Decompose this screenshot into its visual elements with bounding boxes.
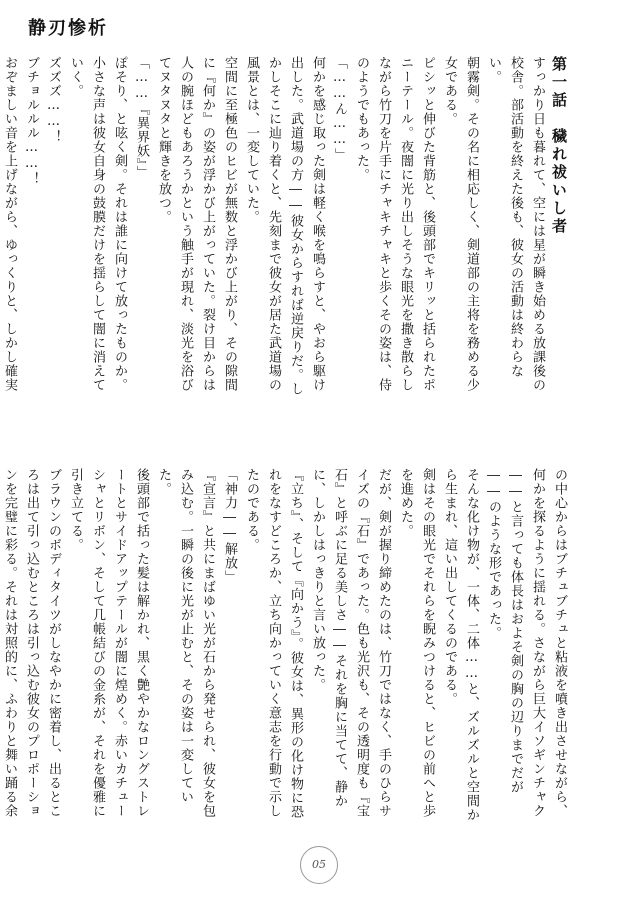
bottom-body-text: の中心からはブチュブチュと粘液を噴き出させながら、何かを探るように揺れる。さながら巨大イソギンチャク――と言っても体長はおよそ剣の胸の辺りまでだが――のような形であった。 そんな化け物が、一体、二体……と、ズルズルと空間から生まれ、這い出してくるのである。 剣はその眼光でそれらを睨みつけると、ヒビの前へと歩を進めた。 だが、剣が握り締めたのは、竹刀ではなく、手のひらサイズの『石』であった。色も光沢も、その透明度も『宝石』と呼ぶに足る美しさ――それを胸に当てて、静かに、しかしはっきりと言い放った。 『立ち』、そして『向かう』。彼女は、異形の化け物に恐れをなすどころか、立ち向かっていく意志を行動で示したのである。 「神力――解放」 『宣言』と共にまばゆい光が石から発せられ、彼女を包み込む。一瞬の後に光が止むと、その姿は一変していた。 後頭部で括った髪は解かれ、黒く艶やかなロングストレートとサイドアップテールが闇に煌めく。赤いカチューシャとリボン、そして几帳結びの金糸が、それを優雅に引き立てる。 ブラウンのボディタイツがしなやかに密着し、出るところは出て引っ込むところは引っ込む彼女のプロポーションを完璧に彩る。それは対照的に、ふわりと舞い踊る余: [2, 468, 567, 822]
top-text-block: [2, 56, 570, 396]
header-title: 静刃惨析: [28, 18, 108, 39]
bottom-text-block: [2, 468, 570, 823]
page-number: 05: [300, 846, 338, 884]
top-body-text: すっかり日も暮れて、空には星が瞬き始める放課後の校舎。部活動を終えた後も、彼女の活動は終わらない。 朝霧剣。その名に相応しく、剣道部の主将を務める少女である。 ピシッと伸びた背筋と、後頭部でキリッと括られたポニーテール。夜闇に光り出しそうな眼光を撒き散らしながら竹刀を片手にチャキチャキと歩くその姿は、侍のようでもあった。 「……ん……」 何かを感じ取った剣は軽く喉を鳴らすと、やおら駆け出した。武道場の方――彼女からすれば逆戻りだ。しかしそこに辿り着くと、先刻まで彼女が居た武道場の風景とは、一変していた。 空間に至極色のヒビが無数と浮かび上がり、その隙間に『何か』の姿が浮かび上がっていた。裂け目からは人の腕ほどもあろうかという触手が現れ、淡光を浴びてヌタヌタと輝きを放つ。 「……『異界妖』」 ぽそり、と呟く剣。それは誰に向けて放ったものか。小さな声は彼女自身の鼓膜だけを揺らして闇に消えていく。 ズズズ……！ ブチョルルル……！ おぞましい音を上げながら、ゆっくりと、しかし確実: [2, 56, 545, 396]
chapter-heading: 第一話 穢れ祓いし者: [550, 56, 568, 236]
